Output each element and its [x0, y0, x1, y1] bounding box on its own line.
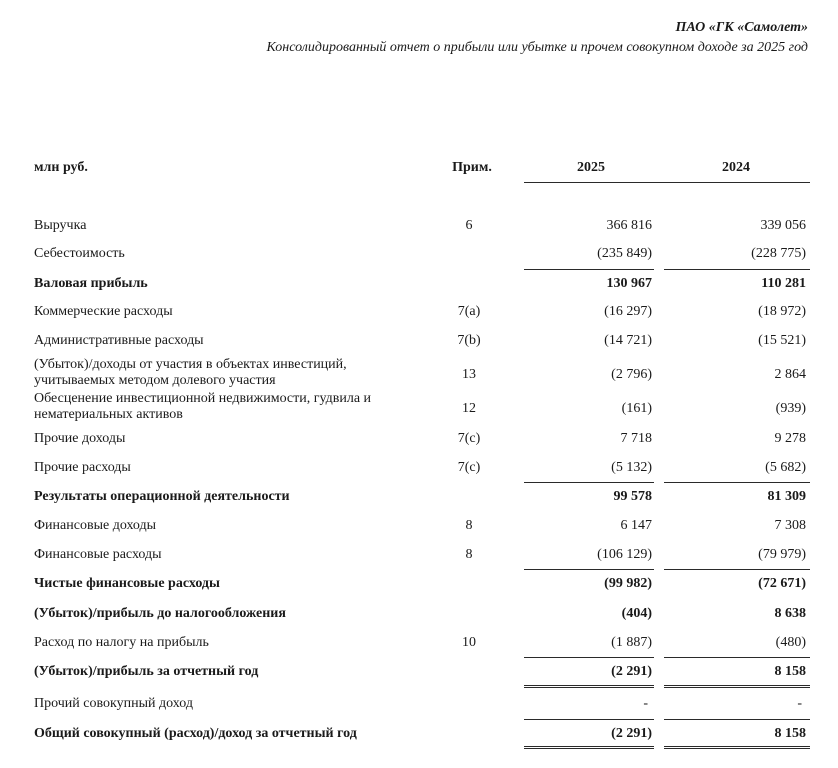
row-label: Себестоимость — [34, 246, 125, 261]
row-value-2025: (404) — [621, 606, 652, 621]
row-label: Чистые финансовые расходы — [34, 576, 220, 591]
row-label: Расход по налогу на прибыль — [34, 635, 209, 650]
company-name: ПАО «ГК «Самолет» — [675, 20, 808, 35]
row-value-2025: 366 816 — [606, 218, 652, 233]
row-note: 7(b) — [457, 333, 481, 348]
row-value-2024: 110 281 — [761, 276, 806, 291]
row-value-2025: (14 721) — [604, 333, 652, 348]
row-value-2024: 9 278 — [774, 431, 806, 446]
column-header-note: Прим. — [452, 160, 492, 175]
row-value-2024: 339 056 — [760, 218, 806, 233]
row-label: Административные расходы — [34, 333, 204, 348]
row-note: 13 — [462, 367, 476, 382]
row-note: 7(c) — [457, 431, 481, 446]
row-value-2024: (15 521) — [758, 333, 806, 348]
row-value-2024: (939) — [775, 401, 806, 416]
row-label: Общий совокупный (расход)/доход за отчетный год — [34, 726, 357, 741]
row-note: 12 — [462, 401, 476, 416]
row-value-2025: (2 291) — [611, 726, 652, 741]
subtotal-rule — [664, 719, 810, 720]
row-value-2024: 8 158 — [774, 726, 806, 741]
total-double-rule — [524, 685, 654, 688]
subtotal-rule — [524, 569, 654, 570]
row-value-2024: 81 309 — [767, 489, 806, 504]
row-value-2024: 8 638 — [774, 606, 806, 621]
row-value-2025: 6 147 — [620, 518, 652, 533]
row-note: 7(c) — [457, 460, 481, 475]
row-label: Валовая прибыль — [34, 276, 148, 291]
row-value-2024: (72 671) — [758, 576, 806, 591]
row-value-2025: (106 129) — [597, 547, 652, 562]
row-note: 7(a) — [457, 304, 481, 319]
row-value-2025: (161) — [621, 401, 652, 416]
row-note: 8 — [465, 518, 473, 533]
row-label: Прочие доходы — [34, 431, 126, 446]
row-label: Прочие расходы — [34, 460, 131, 475]
row-value-2024: 2 864 — [774, 367, 806, 382]
row-label: Финансовые доходы — [34, 518, 157, 533]
row-label: (Убыток)/прибыль за отчетный год — [34, 664, 259, 679]
total-double-rule — [664, 685, 810, 688]
row-value-2024: (480) — [775, 635, 806, 650]
row-value-2025: (1 887) — [611, 635, 652, 650]
row-value-2025: (2 796) — [611, 367, 652, 382]
row-label: Коммерческие расходы — [34, 304, 173, 319]
row-label: (Убыток)/доходы от участия в объектах инвестиций, учитываемых методом долевого участия — [34, 357, 347, 388]
subtotal-rule — [524, 657, 654, 658]
row-value-2025: (16 297) — [604, 304, 652, 319]
row-value-2024: (18 972) — [758, 304, 806, 319]
column-header-2025: 2025 — [577, 160, 605, 175]
subtotal-rule — [524, 719, 654, 720]
row-value-2024: - — [797, 696, 802, 711]
subtotal-rule — [524, 482, 654, 483]
total-double-rule — [524, 746, 654, 749]
subtotal-rule — [664, 657, 810, 658]
row-label: (Убыток)/прибыль до налогообложения — [34, 606, 286, 621]
report-title: Консолидированный отчет о прибыли или убытке и прочем совокупном доходе за 2025 год — [266, 40, 808, 55]
row-label: Финансовые расходы — [34, 547, 162, 562]
row-value-2025: - — [643, 696, 648, 711]
row-value-2025: (99 982) — [604, 576, 652, 591]
row-value-2025: 7 718 — [620, 431, 652, 446]
row-label: Результаты операционной деятельности — [34, 489, 290, 504]
column-header-units: млн руб. — [34, 160, 88, 175]
row-note: 8 — [465, 547, 473, 562]
row-value-2024: 7 308 — [774, 518, 806, 533]
row-label: Выручка — [34, 218, 87, 233]
row-note: 10 — [462, 635, 476, 650]
total-double-rule — [664, 746, 810, 749]
row-label: Обесценение инвестиционной недвижимости, гудвила и нематериальных активов — [34, 391, 372, 422]
row-value-2025: (235 849) — [597, 246, 652, 261]
row-value-2024: (5 682) — [765, 460, 806, 475]
header-rule — [524, 182, 810, 183]
row-value-2025: (2 291) — [611, 664, 652, 679]
row-value-2025: 99 578 — [613, 489, 652, 504]
row-value-2025: (5 132) — [611, 460, 652, 475]
subtotal-rule — [524, 269, 654, 270]
row-value-2024: 8 158 — [774, 664, 806, 679]
row-label: Прочий совокупный доход — [34, 696, 193, 711]
subtotal-rule — [664, 569, 810, 570]
column-header-2024: 2024 — [722, 160, 750, 175]
row-note: 6 — [465, 218, 473, 233]
subtotal-rule — [664, 482, 810, 483]
row-value-2025: 130 967 — [606, 276, 652, 291]
row-value-2024: (228 775) — [751, 246, 806, 261]
row-value-2024: (79 979) — [758, 547, 806, 562]
subtotal-rule — [664, 269, 810, 270]
